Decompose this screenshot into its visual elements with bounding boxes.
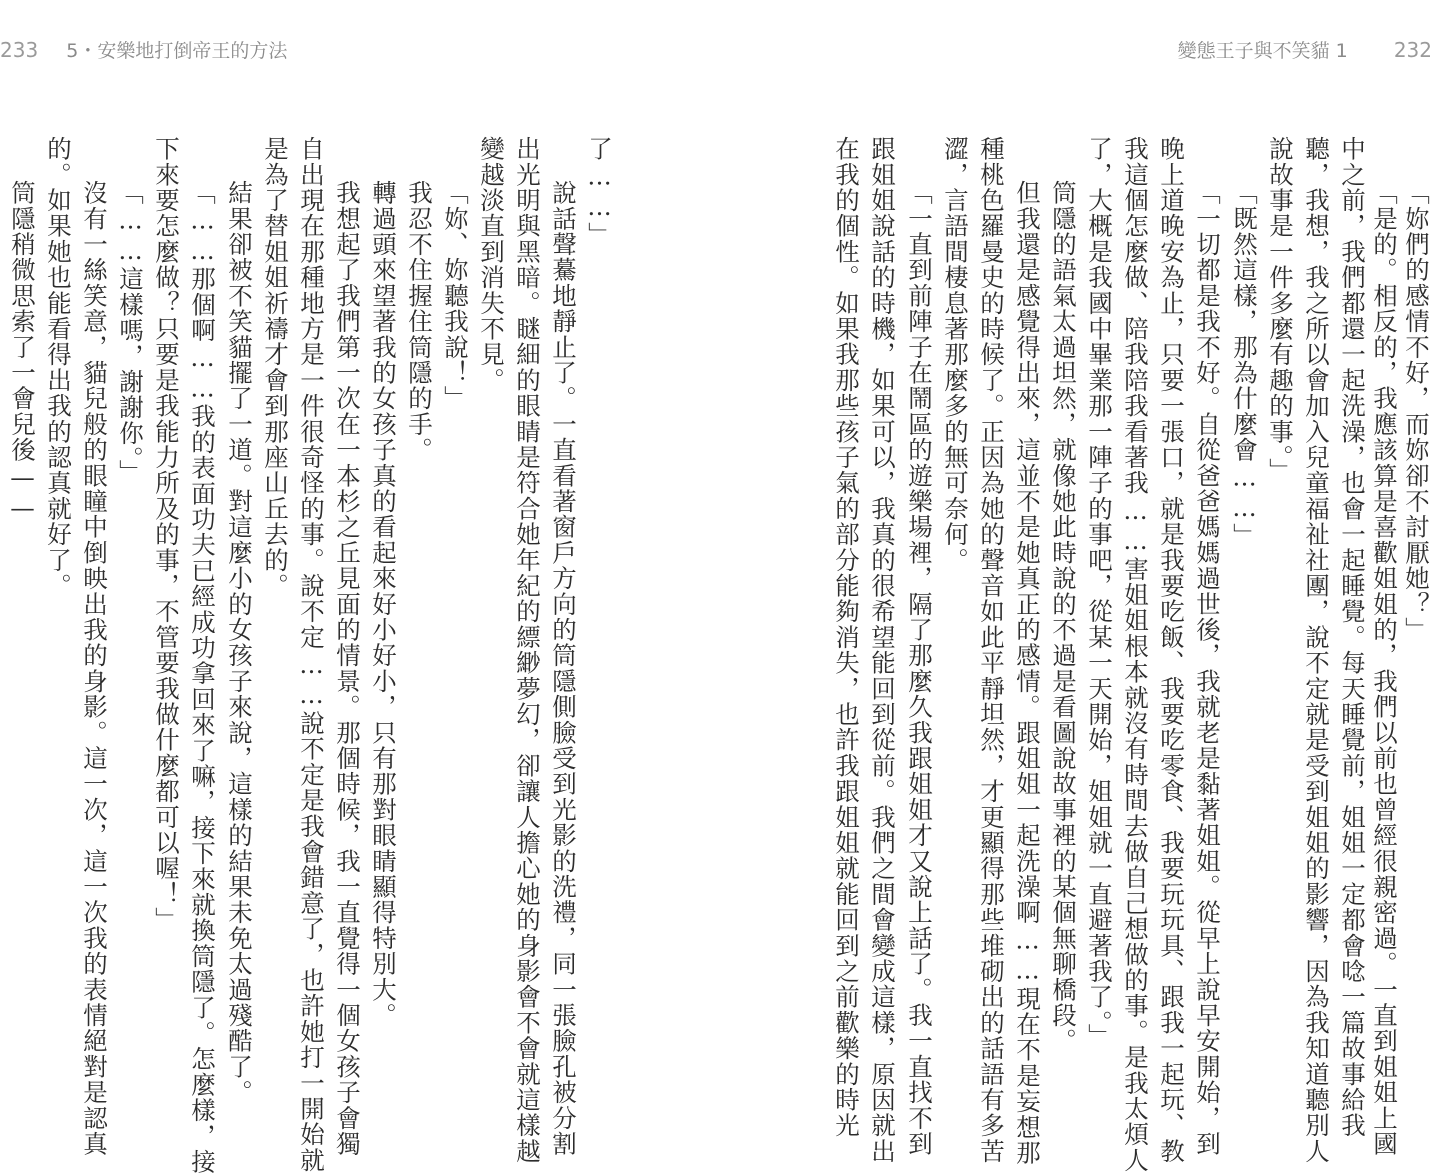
text-column: 了，大概是我國中畢業那一陣子的事吧，從某一天開始，姐姐就一直避著我了。」 bbox=[1085, 136, 1114, 1049]
text-column: 結果卻被不笑貓擺了一道。對這麼小的女孩子來說，這樣的結果未免太過殘酷了。 bbox=[225, 180, 254, 1106]
text-column: 「……這樣嗎，謝謝你。」 bbox=[116, 180, 145, 486]
text-column: 「一直到前陣子在鬧區的遊樂場裡，隔了那麼久我跟姐姐才又說上話了。我一直找不到 bbox=[905, 180, 934, 1157]
text-column: 晚上道晚安為止，只要一張口，就是我要吃飯、我要吃零食、我要玩玩具、跟我一起玩、教 bbox=[1157, 136, 1186, 1164]
text-column: 澀，言語間棲息著那麼多的無可奈何。 bbox=[941, 136, 970, 573]
text-column: 說故事是一件多麼有趣的事。」 bbox=[1266, 136, 1295, 484]
text-column: 的。如果她也能看得出我的認真就好了。 bbox=[44, 136, 73, 599]
text-column: 自出現在那種地方是一件很奇怪的事。說不定……說不定是我會錯意了，也許她打一開始就 bbox=[297, 136, 326, 1173]
text-column: 了……」 bbox=[585, 136, 614, 248]
text-column: 我這個怎麼做、陪我陪我看著我……害姐姐根本就沒有時間去做自己想做的事。是我太煩人 bbox=[1121, 136, 1150, 1173]
text-column: 我忍不住握住筒隱的手。 bbox=[405, 180, 434, 463]
text-column: 但我還是感覺得出來，這並不是她真正的感情。跟姐姐一起洗澡啊……現在不是妄想那 bbox=[1013, 180, 1042, 1166]
text-column: 沒有一絲笑意，貓兒般的眼瞳中倒映出我的身影。這一次，這一次我的表情絕對是認真 bbox=[80, 180, 109, 1157]
text-column: 轉過頭來望著我的女孩子真的看起來好小好小，只有那對眼睛顯得特別大。 bbox=[369, 180, 398, 1029]
text-column: 是為了替姐姐祈禱才會到那座山丘去的。 bbox=[261, 136, 290, 599]
book-title: 變態王子與不笑貓 1 bbox=[1177, 40, 1348, 62]
text-column: 筒隱稍微思索了一會兒後—— bbox=[8, 180, 37, 524]
text-column: 「妳們的感情不好，而妳卻不討厭她？」 bbox=[1402, 180, 1431, 643]
text-column: 變越淡直到消失不見。 bbox=[477, 136, 506, 393]
text-column: 聽，我想，我之所以會加入兒童福祉社團，說不定就是受到姐姐的影響，因為我知道聽別人 bbox=[1302, 136, 1331, 1164]
text-column: 「是的。相反的，我應該算是喜歡姐姐的，我們以前也曾經很親密過。一直到姐姐上國 bbox=[1370, 180, 1399, 1157]
text-column: 我想起了我們第一次在一本杉之丘見面的情景。那個時候，我一直覺得一個女孩子會獨 bbox=[333, 180, 362, 1157]
text-column: 種桃色羅曼史的時候了。正因為她的聲音如此平靜坦然，才更顯得那些堆砌出的話語有多苦 bbox=[977, 136, 1006, 1164]
page-number-left: 233 bbox=[0, 38, 39, 62]
page-number-right: 232 bbox=[1393, 38, 1432, 62]
text-column: 「既然這樣，那為什麼會……」 bbox=[1230, 180, 1259, 549]
text-column: 「一切都是我不好。自從爸爸媽媽過世後，我就老是黏著姐姐。從早上說早安開始，到 bbox=[1193, 180, 1222, 1157]
text-column: 筒隱的語氣太過坦然，就像她此時說的不過是看圖說故事裡的某個無聊橋段。 bbox=[1049, 180, 1078, 1054]
text-column: 中之前，我們都還一起洗澡，也會一起睡覺。每天睡覺前，姐姐一定都會唸一篇故事給我 bbox=[1338, 136, 1367, 1139]
text-column: 在我的個性。如果我那些孩子氣的部分能夠消失，也許我跟姐姐就能回到之前歡樂的時光 bbox=[832, 136, 861, 1139]
text-column: 跟姐姐說話的時機，如果可以，我真的很希望能回到從前。我們之間會變成這樣，原因就出 bbox=[868, 136, 897, 1164]
text-column: 出光明與黑暗。瞇細的眼睛是符合她年紀的縹緲夢幻，卻讓人擔心她的身影會不會就這樣越 bbox=[513, 136, 542, 1164]
text-column: 說話聲驀地靜止了。一直看著窗戶方向的筒隱側臉受到光影的洗禮，同一張臉孔被分割 bbox=[549, 180, 578, 1157]
text-column: 「妳、妳聽我說！」 bbox=[441, 180, 470, 412]
chapter-title: 5・安樂地打倒帝王的方法 bbox=[66, 40, 288, 62]
text-column: 下來要怎麼做？只要是我能力所及的事，不管要我做什麼都可以喔！」 bbox=[152, 136, 181, 933]
text-column: 「……那個啊……我的表面功夫已經成功拿回來了嘛，接下來就換筒隱了。怎麼樣，接 bbox=[188, 180, 217, 1175]
